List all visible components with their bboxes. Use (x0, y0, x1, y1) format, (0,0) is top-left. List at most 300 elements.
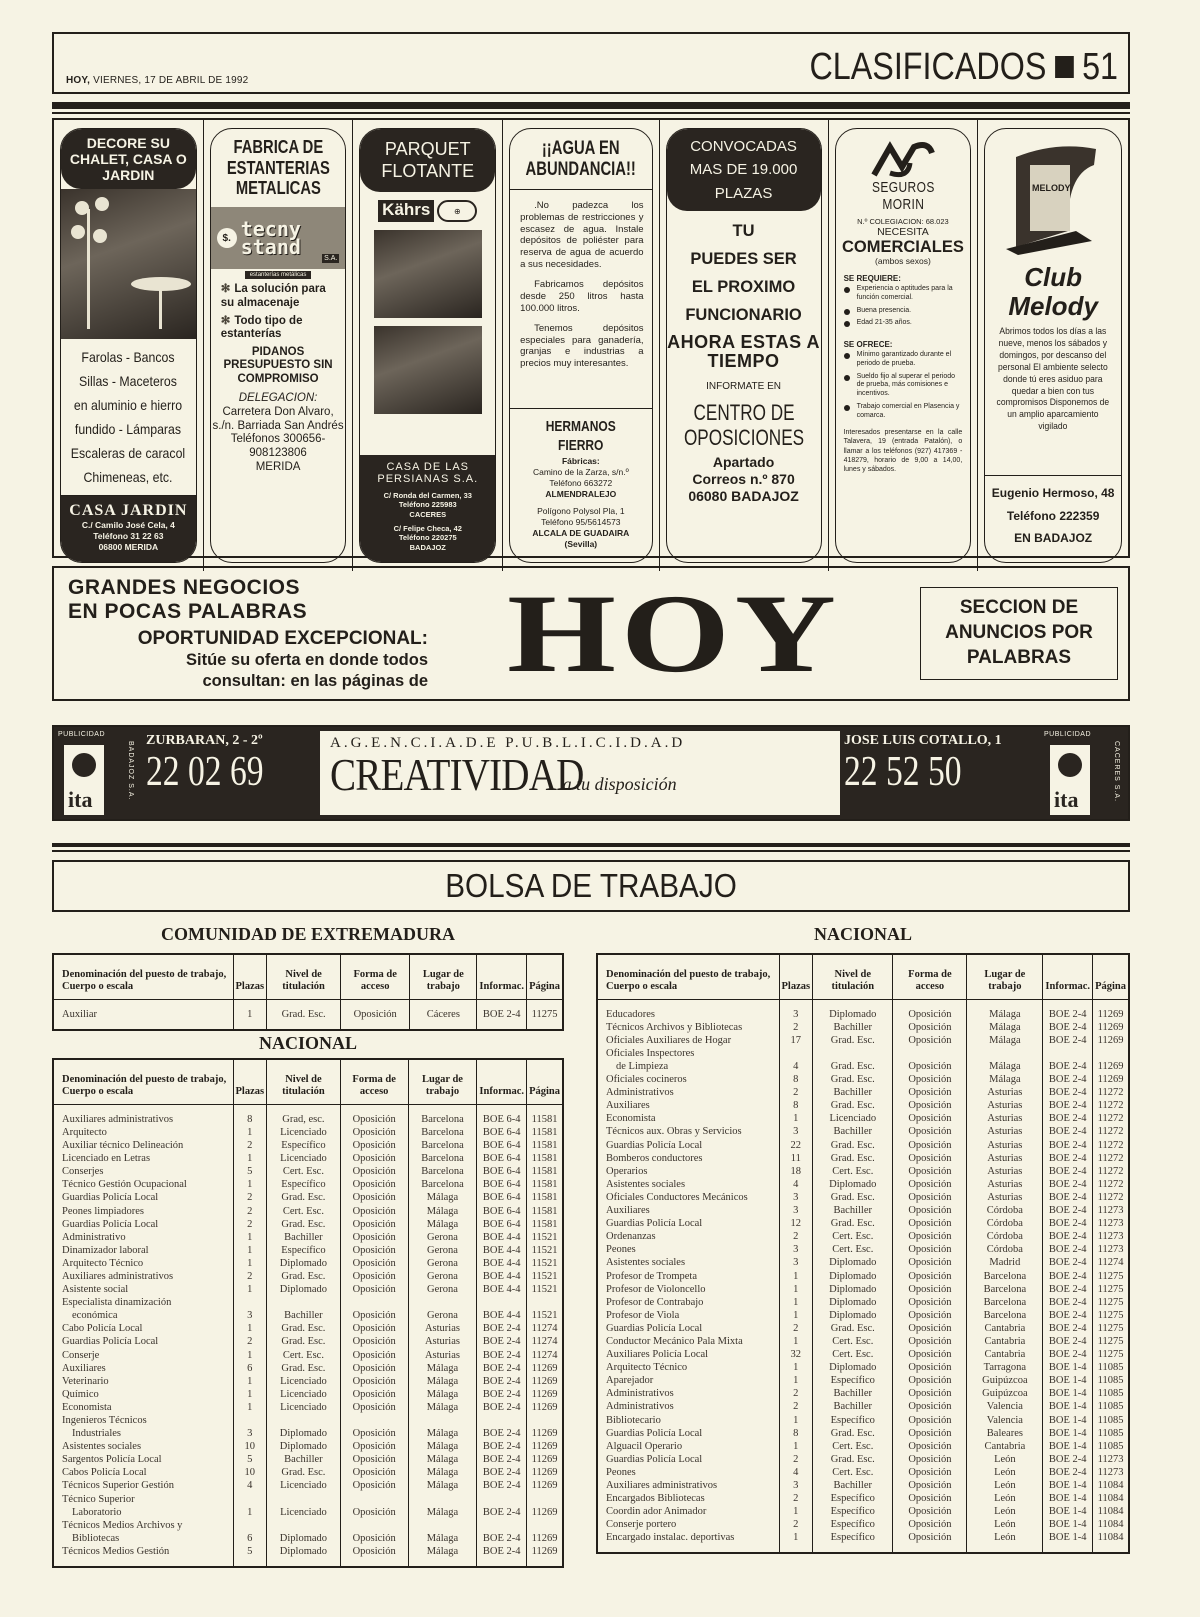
table-cell: 1 (779, 1440, 813, 1453)
right-column (596, 924, 1130, 1569)
table-cell: BOE 2-4 (1043, 1086, 1093, 1099)
table-cell: León (967, 1479, 1043, 1492)
table-cell: 1 (233, 1126, 267, 1139)
table-cell: Oposición (893, 1492, 967, 1505)
table-row (597, 1479, 1129, 1492)
table-row (597, 1034, 1129, 1047)
table-cell: 11274 (1093, 1256, 1129, 1269)
table-cell: Educadores (606, 1008, 655, 1020)
table-cell: 11269 (527, 1388, 563, 1401)
table-cell (477, 1414, 527, 1427)
table-cell: Oposición (893, 1230, 967, 1243)
table-cell: BOE 1-4 (1043, 1505, 1093, 1518)
table-cell: León (967, 1518, 1043, 1531)
table-cell: 11272 (1093, 1152, 1129, 1165)
table-cell: Licenciado (267, 1375, 341, 1388)
table-cell: Málaga (967, 1021, 1043, 1034)
table-cell: 11581 (527, 1218, 563, 1231)
table-cell: 11521 (527, 1257, 563, 1270)
table-cell: Málaga (408, 1479, 477, 1492)
table-cell: Guardias Policía Local (606, 1139, 703, 1151)
table-row (53, 1375, 563, 1388)
table-row (53, 1270, 563, 1283)
table-cell: Oposición (340, 1126, 408, 1139)
table-cell: Oposición (893, 1453, 967, 1466)
table-cell: BOE 2-4 (1043, 1256, 1093, 1269)
table-cell: 11085 (1093, 1440, 1129, 1453)
table-cell: 11269 (527, 1506, 563, 1519)
table-cell: Grad. Esc. (267, 1218, 341, 1231)
table-cell: 1 (779, 1361, 813, 1374)
table-cell: Oposición (893, 1021, 967, 1034)
table-cell: 2 (779, 1387, 813, 1400)
table-row (597, 1335, 1129, 1348)
table-cell: Oposición (893, 1034, 967, 1047)
table-cell: 2 (779, 1400, 813, 1413)
table-cell: 11273 (1093, 1204, 1129, 1217)
table-cell: Oposición (893, 1256, 967, 1269)
table-cell: 2 (779, 1518, 813, 1531)
table-cell: Bachiller (813, 1204, 893, 1217)
section-name: CLASIFICADOS (809, 46, 1047, 88)
table-cell: Barcelona (408, 1152, 477, 1165)
table-cell: 11084 (1093, 1492, 1129, 1505)
table-cell: Oposición (340, 1349, 408, 1362)
table-cell: BOE 6-4 (477, 1139, 527, 1152)
table-cell: 11084 (1093, 1505, 1129, 1518)
table-cell: BOE 4-4 (477, 1270, 527, 1283)
table-cell: 11521 (527, 1231, 563, 1244)
table-cell: 2 (233, 1218, 267, 1231)
table-cell: 1 (233, 1349, 267, 1362)
table-cell: Licenciado (267, 1388, 341, 1401)
table-cell: Aparejador (606, 1375, 654, 1387)
table-cell: Bachiller (813, 1479, 893, 1492)
table-cell: Licenciado (267, 1479, 341, 1492)
table-cell: 3 (233, 1309, 267, 1322)
table-cell: 11269 (1093, 1021, 1129, 1034)
table-cell: Oposición (340, 1309, 408, 1322)
table-cell: BOE 6-4 (477, 1152, 527, 1165)
table-cell: Específico (813, 1505, 893, 1518)
table-cell: Barcelona (408, 1139, 477, 1152)
table-cell: Oposición (893, 1414, 967, 1427)
table-cell: 8 (779, 1073, 813, 1086)
table-cell: 1 (233, 1178, 267, 1191)
table-cell: BOE 2-4 (477, 1545, 527, 1567)
table-cell: Málaga (408, 1440, 477, 1453)
table-cell: Grad. Esc. (267, 1270, 341, 1283)
table-cell: 11085 (1093, 1387, 1129, 1400)
table-cell: Asturias (408, 1349, 477, 1362)
kahrs-logo: Kährs ⊕ (378, 200, 477, 222)
table-cell: Diplomado (267, 1283, 341, 1296)
seguros-morin-logo-icon (868, 139, 938, 179)
table-cell: 4 (779, 1178, 813, 1191)
table-cell: Licenciado (267, 1152, 341, 1165)
table-cell: Cantabria (967, 1322, 1043, 1335)
table-cell: Grad. Esc. (813, 1073, 893, 1086)
table-cell: Gerona (408, 1270, 477, 1283)
feature-bullet: ✻ Todo tipo de estanterías (220, 314, 303, 341)
table-cell: 1 (779, 1112, 813, 1125)
table-cell: Oposición (340, 1545, 408, 1567)
info-label: INFORMATE EN (706, 380, 781, 392)
table-cell: 1 (233, 1231, 267, 1244)
svg-text:MELODY: MELODY (1031, 183, 1071, 193)
table-cell: 1 (233, 1506, 267, 1519)
table-row (53, 1218, 563, 1231)
table-row (597, 1256, 1129, 1269)
table-row (597, 1230, 1129, 1243)
ad-body: TU PUEDES SER EL PROXIMO FUNCIONARIO (685, 221, 802, 324)
table-cell: 11272 (1093, 1139, 1129, 1152)
table-row (597, 1387, 1129, 1400)
registration-number: N.º COLEGIACION: 68.023 (857, 217, 949, 226)
table-cell: Oposición (893, 1152, 967, 1165)
table-cell: Málaga (967, 1073, 1043, 1086)
left-column (52, 924, 564, 1569)
section-heading: NACIONAL (258, 1032, 357, 1053)
badajoz-office: ZURBARAN, 2 - 2º 22 02 69 (146, 733, 264, 795)
table-cell: 11085 (1093, 1414, 1129, 1427)
table-cell (340, 1414, 408, 1427)
table-cell: 2 (779, 1453, 813, 1466)
table-row (597, 1466, 1129, 1479)
table-cell: 11269 (1093, 1073, 1129, 1086)
table-row (597, 999, 1129, 1021)
brand-name: HERMANOS FIERRO (545, 417, 616, 455)
table-cell: Oposición (340, 1139, 408, 1152)
table-cell: 5 (233, 1165, 267, 1178)
table-cell: BOE 6-4 (477, 1205, 527, 1218)
table-cell: Diplomado (813, 1270, 893, 1283)
table-cell: Córdoba (967, 1230, 1043, 1243)
table-nacional-left (52, 1058, 564, 1568)
table-cell: 11274 (527, 1349, 563, 1362)
table-cell: BOE 2-4 (1043, 1191, 1093, 1204)
table-cell: de Limpieza (616, 1061, 669, 1072)
address: C./ Camilo José Cela, 4 (81, 520, 175, 531)
table-row (597, 1191, 1129, 1204)
table-cell: Grad. Esc. (813, 1060, 893, 1073)
table-cell: BOE 1-4 (1043, 1374, 1093, 1387)
contact-info: Interesados presentarse en la calle Talavera, 19 (entrada Patalón), o llamar a los teléfonos (927) 417369 - 418279, horario de 9,00 a 14,00, lunes y sábados. (843, 429, 963, 473)
table-cell: BOE 2-4 (1043, 1125, 1093, 1138)
table-cell: Diplomado (267, 1545, 341, 1567)
table-cell: Específico (813, 1414, 893, 1427)
table-cell: Técnico Gestión Ocupacional (62, 1179, 187, 1191)
table-cell: 11085 (1093, 1400, 1129, 1413)
table-row (597, 1086, 1129, 1099)
table-cell: 1 (233, 1388, 267, 1401)
table-cell: Grad. Esc. (813, 1034, 893, 1047)
table-cell: Oficiales Conductores Mecánicos (606, 1191, 748, 1203)
table-row (597, 1112, 1129, 1125)
table-cell (267, 1493, 341, 1506)
table-cell: Grad. Esc. (813, 1427, 893, 1440)
dollar-coin-icon: $. (217, 228, 237, 248)
table-cell: Bachiller (813, 1125, 893, 1138)
table-cell: Barcelona (967, 1270, 1043, 1283)
table-cell: 11581 (527, 1139, 563, 1152)
table-cell: Cert. Esc. (813, 1440, 893, 1453)
table-cell: BOE 2-4 (1043, 1217, 1093, 1230)
table-cell: 2 (233, 1270, 267, 1283)
table-cell: Laboratorio (72, 1506, 122, 1518)
table-cell: Oposición (893, 1400, 967, 1413)
parquet-photo-2 (374, 326, 482, 414)
table-cell: Málaga (408, 1362, 477, 1375)
table-cell: Guardias Policía Local (606, 1427, 703, 1439)
table-cell: Grad. Esc. (813, 1099, 893, 1112)
table-cell: Málaga (408, 1401, 477, 1414)
table-cell: Técnicos Medios Gestión (62, 1545, 170, 1557)
table-cell: 10 (233, 1440, 267, 1453)
table-cell: Diplomado (267, 1257, 341, 1270)
table-row (53, 1453, 563, 1466)
table-cell: Conserje (62, 1349, 100, 1361)
table-cell: 1 (233, 1401, 267, 1414)
table-cell: Bibliotecas (72, 1532, 120, 1544)
ad-headline: COMERCIALES (841, 238, 964, 256)
table-cell: Guipúzcoa (967, 1387, 1043, 1400)
table-cell: Grad, esc. (267, 1104, 341, 1126)
table-cell: Oposición (893, 1335, 967, 1348)
table-cell: León (967, 1453, 1043, 1466)
table-cell: Oposición (893, 1125, 967, 1138)
table-cell: Conserje portero (606, 1519, 677, 1531)
ad-seguros-morin (829, 120, 979, 571)
table-cell: Oficiales Inspectores (606, 1047, 695, 1059)
table-cell: Sargentos Policía Local (62, 1454, 162, 1466)
table-cell: Bachiller (813, 1387, 893, 1400)
table-cell: Diplomado (813, 999, 893, 1021)
table-cell: Auxiliar técnico Delineación (62, 1140, 184, 1152)
table-cell: Oposición (340, 1257, 408, 1270)
table-cell: 22 (779, 1139, 813, 1152)
table-cell: BOE 2-4 (1043, 1152, 1093, 1165)
table-cell: Técnicos Superior Gestión (62, 1480, 174, 1492)
asterisk-icon: ✻ (220, 314, 231, 327)
table-cell: Conserjes (62, 1166, 104, 1178)
table-cell: BOE 2-4 (1043, 1060, 1093, 1073)
table-cell: Asistentes sociales (606, 1178, 686, 1190)
table-cell: BOE 2-4 (1043, 1309, 1093, 1322)
table-row (53, 1414, 563, 1427)
table-cell: 11269 (1093, 1060, 1129, 1073)
table-cell (527, 1519, 563, 1532)
table-row (597, 1518, 1129, 1531)
table-cell: Licenciado en Letras (62, 1153, 151, 1165)
table-cell: 11269 (527, 1440, 563, 1453)
table-cell (813, 1047, 893, 1060)
table-cell: Guardias Policía Local (62, 1192, 159, 1204)
table-cell: Bachiller (267, 1453, 341, 1466)
table-row (53, 1231, 563, 1244)
hoy-classified-banner (52, 566, 1130, 701)
table-cell: Profesor de Violoncello (606, 1283, 706, 1295)
pita-advertising-banner (52, 725, 1130, 821)
table-row (597, 1125, 1129, 1138)
table-cell: 1 (233, 1257, 267, 1270)
table-row (53, 1152, 563, 1165)
table-cell: 5 (233, 1453, 267, 1466)
table-row (53, 1322, 563, 1335)
table-cell: Veterinario (62, 1375, 109, 1387)
table-cell: 11269 (527, 1401, 563, 1414)
table-cell: Tarragona (967, 1361, 1043, 1374)
table-cell: Oposición (340, 1401, 408, 1414)
table-cell: Córdoba (967, 1204, 1043, 1217)
table-row (597, 1283, 1129, 1296)
table-cell: Oposición (340, 1506, 408, 1519)
ad-headline: PARQUET FLOTANTE (360, 129, 495, 192)
table-cell: Guardias Policía Local (606, 1218, 703, 1230)
table-cell: BOE 2-4 (1043, 1243, 1093, 1256)
table-cell (967, 1047, 1043, 1060)
table-cell: 11275 (1093, 1309, 1129, 1322)
table-cell: Oposición (893, 1309, 967, 1322)
table-cell: Diplomado (813, 1283, 893, 1296)
table-cell: Auxiliares administrativos (606, 1480, 718, 1491)
table-cell: 10 (233, 1466, 267, 1479)
section-title (809, 48, 1118, 86)
table-row (597, 1217, 1129, 1230)
table-cell: Grad. Esc. (813, 1139, 893, 1152)
table-row (53, 1427, 563, 1440)
harp-icon (996, 135, 1111, 255)
table-cell: BOE 2-4 (477, 1322, 527, 1335)
table-cell: Guardias Policía Local (62, 1336, 159, 1348)
table-cell: Málaga (408, 1466, 477, 1479)
table-cell: Oposición (340, 1427, 408, 1440)
table-cell: 32 (779, 1348, 813, 1361)
ad-agua (503, 120, 659, 571)
offer-list: Mínimo garantizado durante el periodo de prueba. Sueldo fijo al superar el periodo de prueba, más comisiones e incentivos. Trabajo comercial en Plasencia y comarca. (836, 351, 971, 424)
table-cell (408, 1493, 477, 1506)
ad-headline: FABRICA DE ESTANTERIAS METALICAS (226, 137, 330, 199)
table-cell: Grad. Esc. (267, 1466, 341, 1479)
table-cell: BOE 2-4 (477, 1401, 527, 1414)
section-box: SECCION DE ANUNCIOS POR PALABRAS (920, 587, 1118, 679)
table-cell: Especialista dinamización (62, 1297, 172, 1309)
table-row (597, 1204, 1129, 1217)
table-cell: Cert. Esc. (813, 1243, 893, 1256)
table-row (53, 1349, 563, 1362)
table-row (53, 1466, 563, 1479)
newspaper-page (52, 32, 1130, 1568)
table-row (597, 1427, 1129, 1440)
table-cell: Oposición (340, 1104, 408, 1126)
table-cell: Oposición (340, 1152, 408, 1165)
table-cell: Asturias (408, 1322, 477, 1335)
table-cell: Bachiller (267, 1309, 341, 1322)
table-cell: Oposición (340, 1244, 408, 1257)
table-row (597, 1453, 1129, 1466)
table-row (597, 1270, 1129, 1283)
table-cell: 11085 (1093, 1361, 1129, 1374)
table-cell: económica (72, 1310, 118, 1322)
table-cell: 11521 (527, 1270, 563, 1283)
table-cell: Oficiales cocineros (606, 1074, 687, 1086)
table-cell: 6 (233, 1362, 267, 1375)
table-cell: 11581 (527, 1104, 563, 1126)
table-cell: 11084 (1093, 1531, 1129, 1553)
agency-slogan: A.G.E.N.C.I.A.D.E P.U.B.L.I.C.I.D.A.D CREATIVIDAD a tu disposición (320, 731, 840, 815)
table-cell: Auxiliares (606, 1100, 650, 1112)
table-cell: Oposición (340, 1453, 408, 1466)
table-row (53, 1296, 563, 1309)
table-row (53, 1506, 563, 1519)
paper-name: HOY, (66, 75, 91, 86)
table-cell: Licenciado (813, 1112, 893, 1125)
table-cell: BOE 2-4 (1043, 1073, 1093, 1086)
table-cell: BOE 1-4 (1043, 1531, 1093, 1553)
table-cell: Oposición (893, 1243, 967, 1256)
table-row (53, 1479, 563, 1492)
table-cell: Valencia (967, 1414, 1043, 1427)
table-cell: Oposición (893, 999, 967, 1021)
requirements-label: SE REQUIERE: (843, 274, 901, 284)
table-cell: Oposición (893, 1479, 967, 1492)
table-cell: Barcelona (408, 1126, 477, 1139)
table-cell: 11085 (1093, 1374, 1129, 1387)
table-cell: Grad. Esc. (267, 1322, 341, 1335)
table-cell: Licenciado (267, 1506, 341, 1519)
table-cell: Asturias (967, 1165, 1043, 1178)
table-cell: Oposición (340, 1375, 408, 1388)
table-cell: 3 (779, 999, 813, 1021)
table-cell: Profesor de Trompeta (606, 1270, 697, 1282)
table-cell: 11581 (527, 1126, 563, 1139)
table-cell: 1 (779, 1296, 813, 1309)
table-header: Denominación del puesto de trabajo, Cuerpo o escala Plazas Nivel de titulación Forma de acceso Lugar de trabajo Informac. Página (597, 954, 1129, 1000)
table-cell: Oposición (340, 1231, 408, 1244)
table-cell: Arquitecto Técnico (606, 1362, 688, 1374)
table-cell (233, 1493, 267, 1506)
table-cell: Específico (813, 1531, 893, 1553)
offer-label: SE OFRECE: (843, 340, 893, 350)
caceres-office: JOSE LUIS COTALLO, 1 22 52 50 (844, 733, 1002, 795)
table-cell: Oposición (893, 1505, 967, 1518)
ad-footer (61, 495, 196, 562)
table-cell: Asturias (967, 1086, 1043, 1099)
table-row (53, 1388, 563, 1401)
table-row (597, 1348, 1129, 1361)
date-text: VIERNES, 17 DE ABRIL DE 1992 (93, 75, 249, 86)
table-cell: Específico (267, 1178, 341, 1191)
table-cell: Peones (606, 1244, 636, 1256)
table-cell (1093, 1047, 1129, 1060)
table-cell: BOE 1-4 (1043, 1492, 1093, 1505)
table-cell (340, 1519, 408, 1532)
table-cell: BOE 2-4 (1043, 1230, 1093, 1243)
table-cell: Arquitecto Técnico (62, 1257, 144, 1269)
table-cell: BOE 2-4 (1043, 1335, 1093, 1348)
table-cell: Málaga (408, 1532, 477, 1545)
table-cell: 3 (779, 1191, 813, 1204)
table-cell: Específico (267, 1139, 341, 1152)
table-row (53, 1545, 563, 1567)
table-cell: Auxiliar (62, 1008, 97, 1020)
table-cell (477, 1493, 527, 1506)
table-cell: Cert. Esc. (813, 1348, 893, 1361)
table-cell: 1 (233, 1152, 267, 1165)
table-cell: 3 (779, 1204, 813, 1217)
table-cell: Guardias Policía Local (606, 1453, 703, 1465)
table-cell: Peones (606, 1466, 636, 1478)
